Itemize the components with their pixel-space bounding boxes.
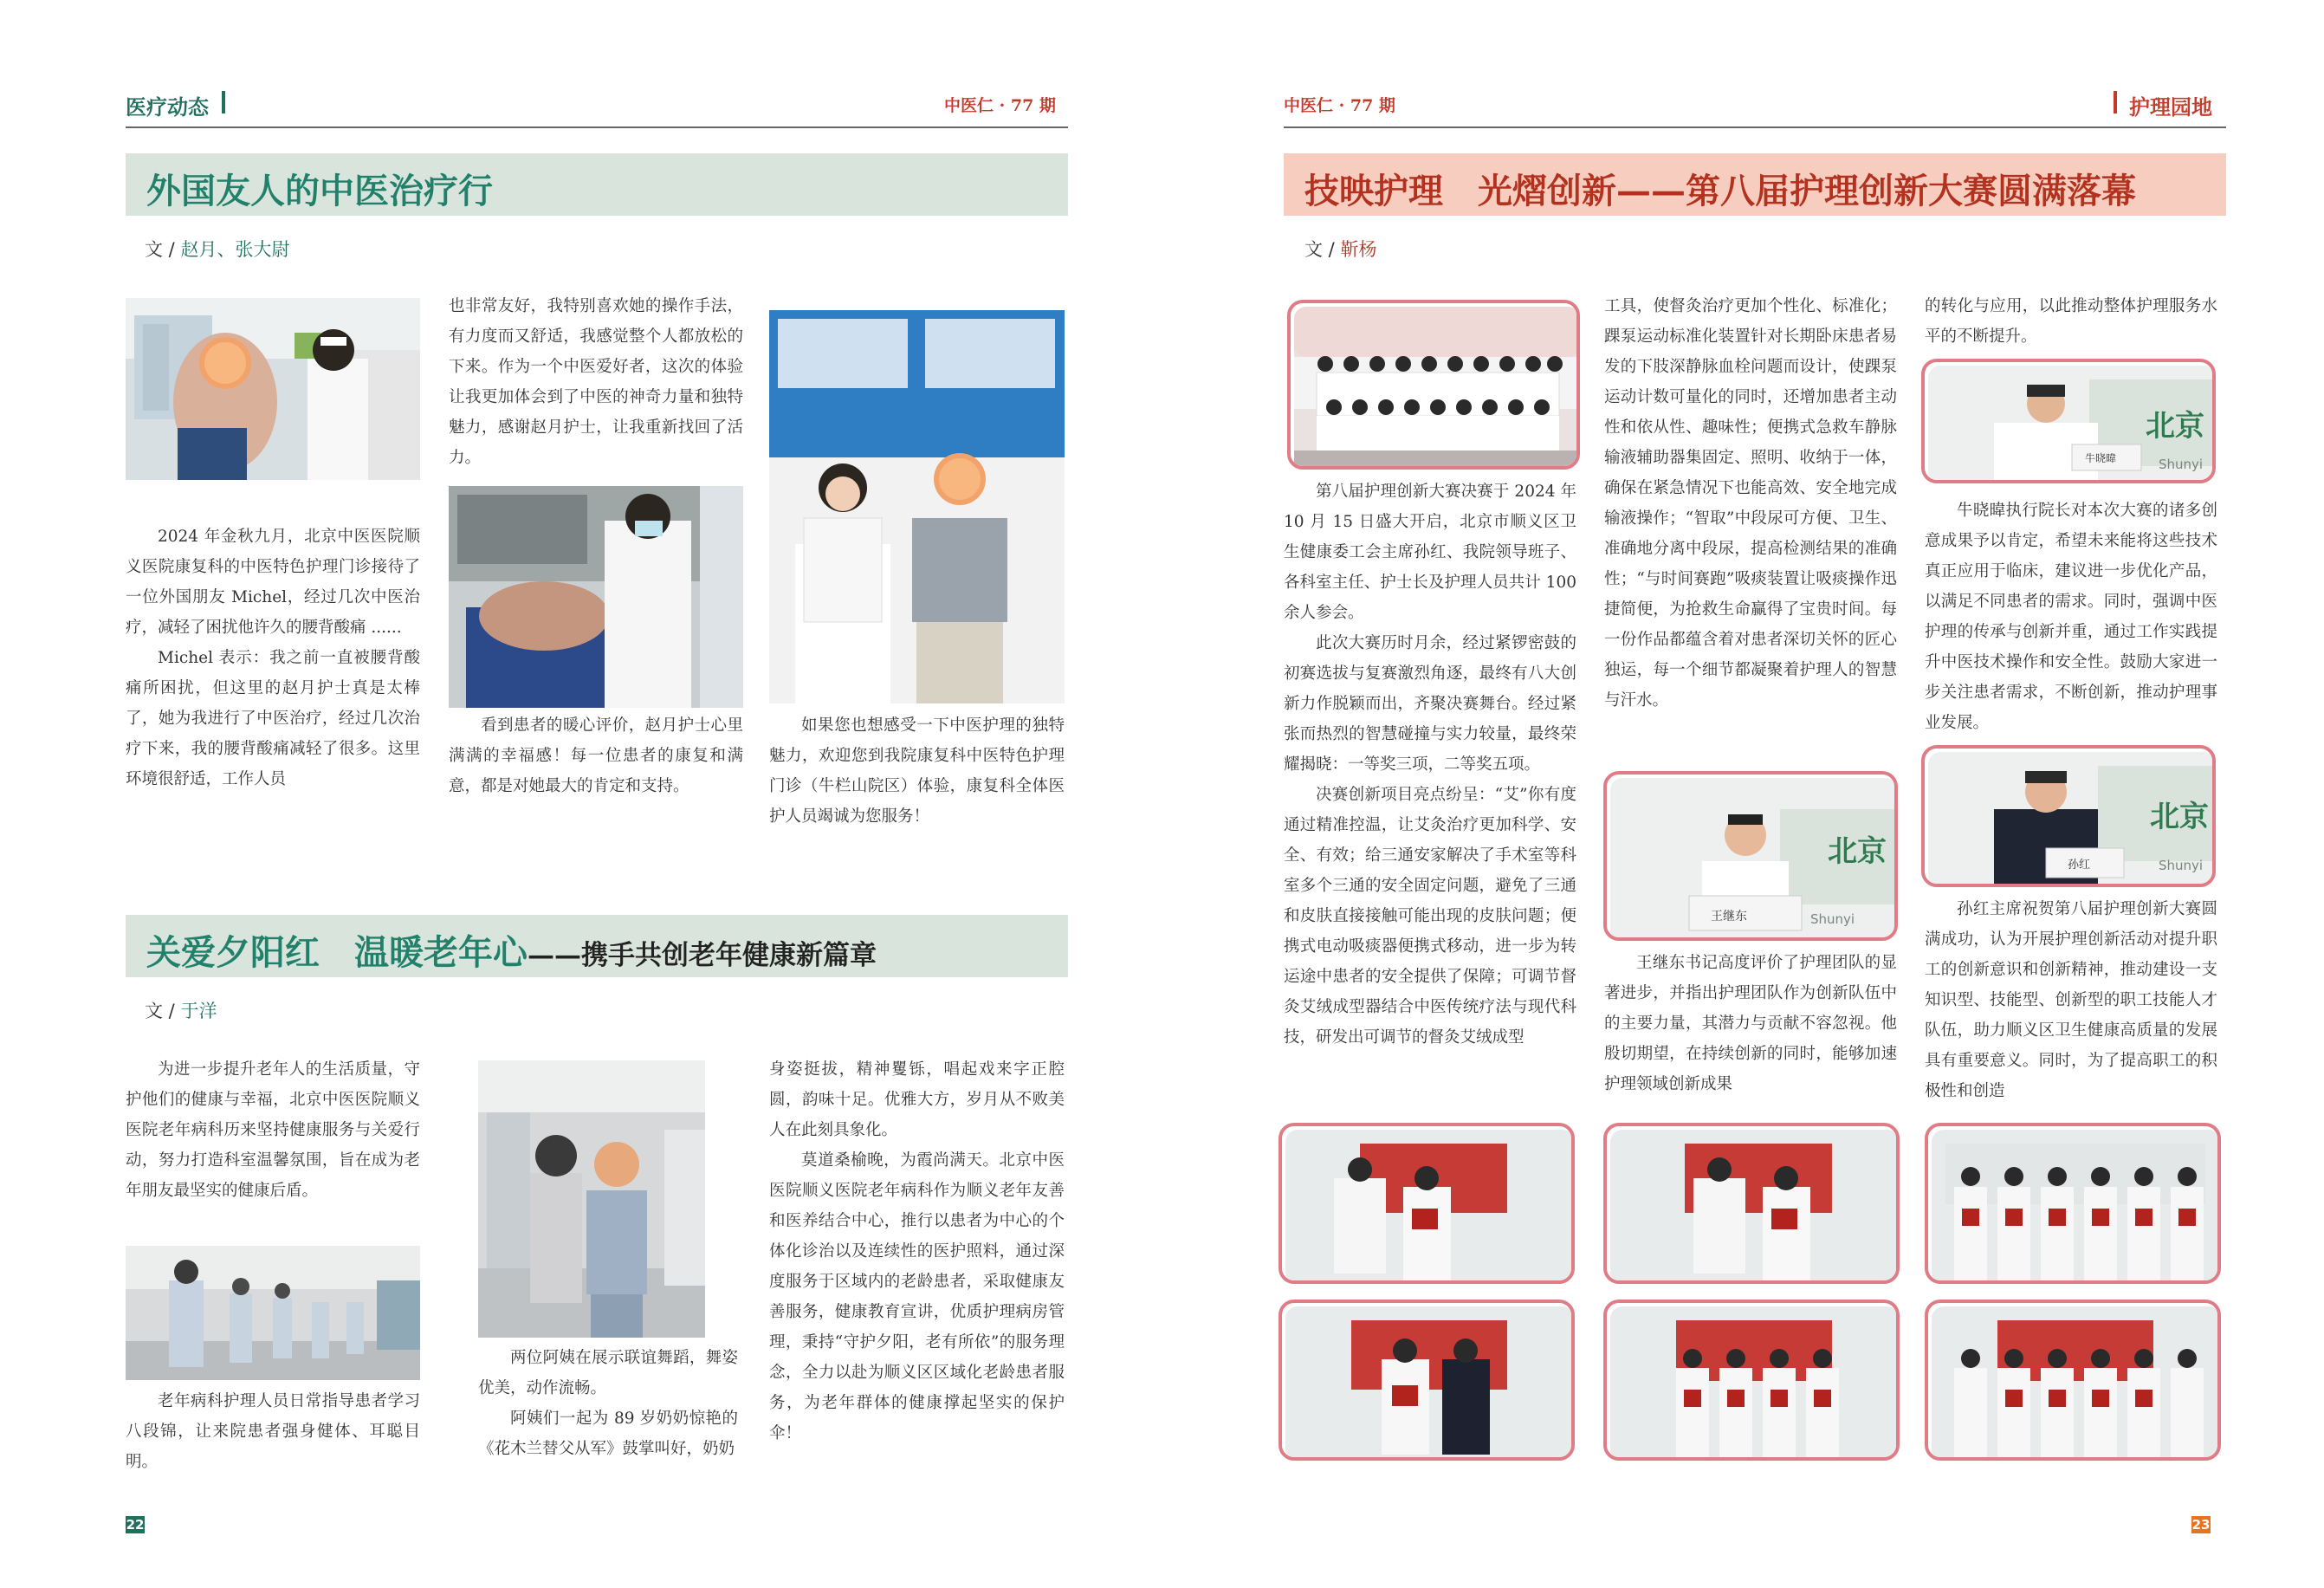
byline-prefix: 文 /: [145, 1001, 175, 1021]
photo-baduanjin-exercise: [126, 1246, 420, 1380]
photo-award-3: [1925, 1123, 2221, 1284]
article3-byline: [1304, 236, 1376, 262]
paragraph: 此次大赛历时月余，经过紧锣密鼓的初赛选拔与复赛激烈角逐，最终有八大创新力作脱颖而出，齐聚决赛舞台。经过紧张而热烈的智慧碰撞与实力较量，最终荣耀揭晓：一等奖三项，二等奖五项。: [1284, 634, 1576, 774]
article3-column-2a: [1604, 291, 1897, 716]
nameplate-niu: 牛晓暐: [2085, 452, 2117, 464]
wall-text: 北京: [1828, 834, 1887, 869]
article1-byline: [145, 236, 289, 262]
paragraph: 如果您也想感受一下中医护理的独特魅力，欢迎您到我院康复科中医特色护理门诊（牛栏山院区）体验，康复科全体医护人员竭诚为您服务！: [769, 716, 1065, 826]
magazine-issue-right: 中医仁 · 77 期: [1284, 96, 1395, 115]
nameplate-sun: 孙红: [2068, 859, 2091, 872]
photo-sun-speech: [1921, 745, 2216, 887]
paragraph: 第八届护理创新大赛决赛于 2024 年 10 月 15 日盛大开启，北京市顺义区卫生健康委工会主席孙红、我院领导班子、各科室主任、护士长及护理人员共计 100 余人参会。: [1284, 483, 1576, 622]
article1-title: 外国友人的中医治疗行: [146, 171, 493, 211]
article1-title-band: [126, 153, 1068, 216]
photo-group: [1287, 300, 1580, 470]
article2-column-3: [769, 1054, 1065, 1449]
article2-title: [146, 925, 877, 975]
header-rule-right: [1284, 126, 2226, 128]
article1-column-2a: [449, 291, 743, 473]
photo-wang-speech: [1603, 771, 1898, 941]
paragraph: Michel 表示：我之前一直被腰背酸痛所困扰，但这里的赵月护士真是太棒了，她为我进行了中医治疗，经过几次治疗下来，我的腰背酸痛减轻了很多。这里环境很舒适，工作人员: [126, 649, 420, 788]
paragraph: 2024 年金秋九月，北京中医医院顺义医院康复科的中医特色护理门诊接待了一位外国朋友 Michel，经过几次中医治疗，减轻了困扰他许久的腰背酸痛 ......: [126, 528, 420, 637]
article3-column-2b: [1604, 948, 1897, 1099]
shunyi-text: Shunyi: [1810, 911, 1855, 927]
article3-column-1: [1284, 476, 1576, 1053]
photo-niu-speech: [1921, 359, 2216, 483]
byline-prefix: 文 /: [1304, 239, 1335, 260]
section-label-nursing: 护理园地: [2129, 95, 2212, 120]
photo-award-2: [1603, 1123, 1900, 1284]
paragraph: 两位阿姨在展示联谊舞蹈，舞姿优美，动作流畅。: [478, 1349, 738, 1397]
article2-column-1b: [126, 1386, 420, 1477]
paragraph: 孙红主席祝贺第八届护理创新大赛圆满成功，认为开展护理创新活动对提升职工的创新意识和创新精神，推动建设一支知识型、技能型、创新型的职工技能人才队伍，助力顺义区卫生健康高质量的发展具有重要意义。同时，为了提高职工的积极性和创造: [1925, 900, 2217, 1100]
page-number-right: 23: [2191, 1517, 2211, 1533]
shunyi-text: Shunyi: [2159, 457, 2204, 472]
photo-nurse-with-patient: [769, 310, 1065, 703]
byline-authors: 于洋: [180, 1001, 217, 1021]
paragraph: 阿姨们一起为 89 岁奶奶惊艳的《花木兰替父从军》鼓掌叫好，奶奶: [478, 1410, 738, 1458]
article2-column-2: [478, 1343, 738, 1464]
paragraph: 为进一步提升老年人的生活质量，守护他们的健康与幸福，北京中医医院顺义医院老年病科历来坚持健康服务与关爱行动，努力打造科室温馨氛围，旨在成为老年朋友最坚实的健康后盾。: [126, 1060, 420, 1200]
header-divider: [222, 91, 225, 113]
photo-award-1: [1279, 1123, 1575, 1284]
article2-column-1a: [126, 1054, 420, 1206]
paragraph: 看到患者的暖心评价，赵月护士心里满满的幸福感！每一位患者的康复和满意，都是对她最大的肯定和支持。: [449, 716, 743, 795]
header-rule-left: [126, 126, 1068, 128]
page-number-left: 22: [126, 1517, 145, 1533]
paragraph: 莫道桑榆晚，为霞尚满天。北京中医医院顺义医院老年病科作为顺义老年友善和医养结合中心，推行以患者为中心的个体化诊治以及连续性的医护照料，通过深度服务于区域内的老龄患者，采取健康友善服务，健康教育宣讲，优质护理病房管理，秉持“守护夕阳，老有所依”的服务理念，全力以赴为顺义区区域化老龄患者服务，为老年群体的健康撑起坚实的保护伞！: [769, 1151, 1065, 1442]
article3-column-3b: [1925, 496, 2217, 738]
article2-byline: [145, 997, 217, 1023]
photo-ladies-dancing: [478, 1060, 705, 1338]
byline-authors: 靳杨: [1340, 239, 1377, 260]
paragraph: 身姿挺拔，精神矍铄，唱起戏来字正腔圆，韵味十足。优雅大方，岁月从不败美人在此刻具象化。: [769, 1060, 1065, 1139]
photo-back-treatment: [126, 298, 420, 480]
paragraph: 王继东书记高度评价了护理团队的显著进步，并指出护理团队作为创新队伍中的主要力量，其潜力与贡献不容忽视。他殷切期望，在持续创新的同时，能够加速护理领域创新成果: [1604, 954, 1897, 1093]
byline-authors: 赵月、张大尉: [180, 239, 290, 260]
photo-award-6: [1925, 1300, 2221, 1461]
shunyi-text: Shunyi: [2159, 858, 2204, 873]
wall-text: 北京: [2150, 800, 2209, 834]
paragraph: 工具，使督灸治疗更加个性化、标准化；踝泵运动标准化装置针对长期卧床患者易发的下肢深静脉血栓问题而设计，使踝泵运动计数可量化的同时，还增加患者主动性和依从性、趣味性；便携式急救车静脉输液辅助器集固定、照明、收纳于一体，确保在紧急情况下也能高效、安全地完成输液操作；“智取”中段尿可方便、卫生、准确地分离中段尿，提高检测结果的准确性；“与时间赛跑”吸痰装置让吸痰操作迅捷简便，为抢救生命赢得了宝贵时间。每一份作品都蕴含着对患者深切关怀的匠心独运，每一个细节都凝聚着护理人的智慧与汗水。: [1604, 297, 1897, 710]
paragraph: 决赛创新项目亮点纷呈：“艾”你有度通过精准控温，让艾灸治疗更加科学、安全、有效；给三通安家解决了手术室等科室多个三通的安全固定问题，避免了三通和皮肤直接接触可能出现的皮肤问题；便携式电动吸痰器便携式移动，进一步为转运途中患者的安全提供了保障；可调节督灸艾绒成型器结合中医传统疗法与现代科技，研发出可调节的督灸艾绒成型: [1284, 786, 1576, 1047]
section-label-medical-news: 医疗动态: [126, 95, 209, 120]
byline-prefix: 文 /: [145, 239, 175, 260]
paragraph: 也非常友好，我特别喜欢她的操作手法，有力度而又舒适，我感觉整个人都放松的下来。作为一个中医爱好者，这次的体验让我更加体会到了中医的神奇力量和独特魅力，感谢赵月护士，让我重新找回了活力。: [449, 297, 743, 467]
article2-title-sub: ——携手共创老年健康新篇章: [528, 940, 877, 971]
article1-column-3: [769, 710, 1065, 832]
photo-award-4: [1279, 1300, 1575, 1461]
article3-title: 技映护理 光熠创新——第八届护理创新大赛圆满落幕: [1304, 171, 2136, 211]
paragraph: 的转化与应用，以此推动整体护理服务水平的不断提升。: [1925, 297, 2217, 346]
article2-title-main: 关爱夕阳红 温暖老年心: [146, 932, 528, 973]
photo-nurse-treatment: [449, 486, 743, 708]
paragraph: 牛晓暐执行院长对本次大赛的诸多创意成果予以肯定，希望未来能将这些技术真正应用于临床，建议进一步优化产品，以满足不同患者的需求。同时，强调中医护理的传承与创新并重，通过工作实践提升中医技术操作和安全性。鼓励大家进一步关注患者需求，不断创新，推动护理事业发展。: [1925, 502, 2217, 732]
header-divider: [2114, 91, 2117, 113]
paragraph: 老年病科护理人员日常指导患者学习八段锦，让来院患者强身健体、耳聪目明。: [126, 1392, 420, 1471]
article3-column-3c: [1925, 894, 2217, 1106]
article1-column-1: [126, 522, 420, 794]
nameplate-wang: 王继东: [1711, 910, 1747, 924]
article2-title-band: [126, 915, 1068, 977]
article1-column-2b: [449, 710, 743, 801]
magazine-issue-left: 中医仁 · 77 期: [944, 96, 1056, 115]
photo-award-5: [1603, 1300, 1900, 1461]
article3-column-3a: [1925, 291, 2217, 352]
wall-text: 北京: [2146, 409, 2204, 444]
article3-title-band: [1284, 153, 2226, 216]
